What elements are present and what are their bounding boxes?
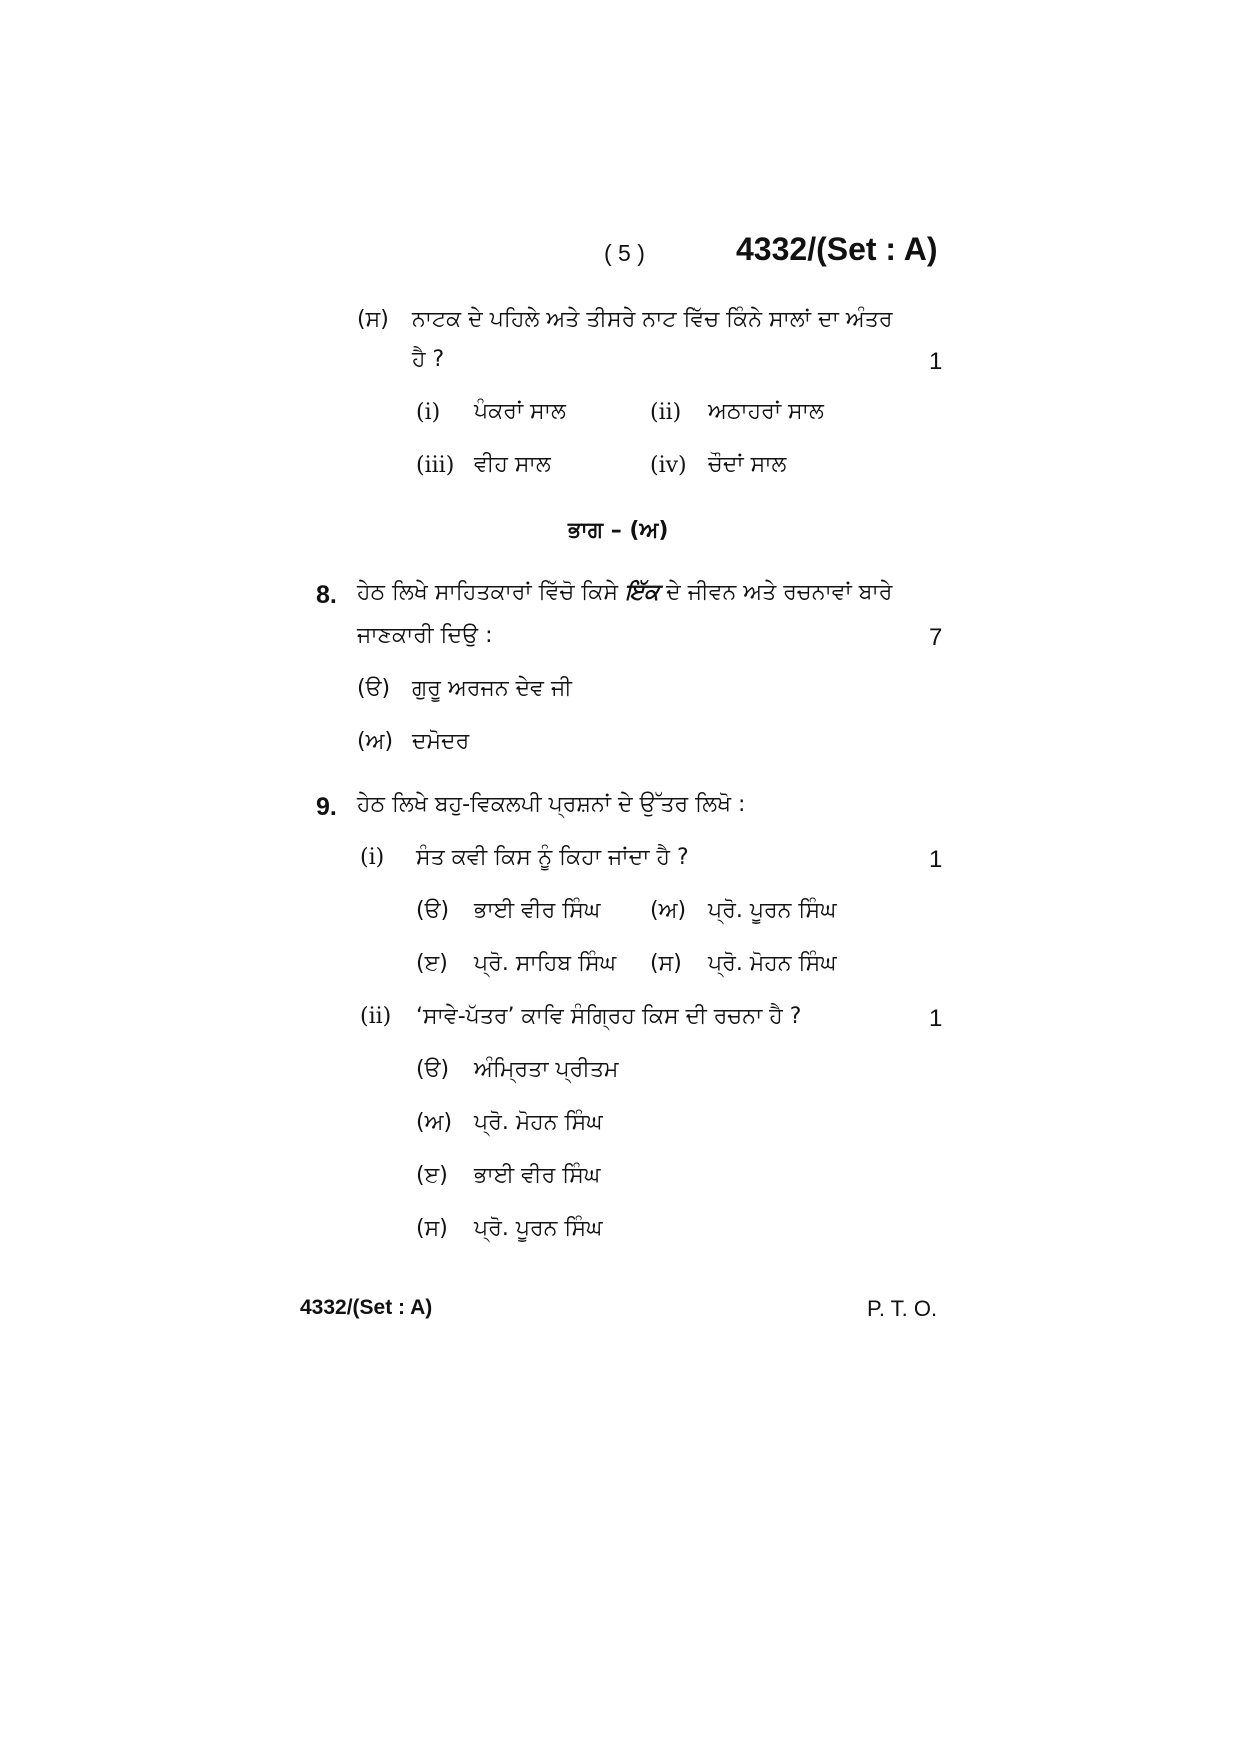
q9-sub2-option-label: (ਸ): [416, 1216, 448, 1241]
q8-option-label: (ੳ): [357, 676, 391, 701]
q9-sub2-label: (ii): [360, 1004, 392, 1029]
q9-sub1-option-text: ਭਾਈ ਵੀਰ ਸਿੰਘ: [474, 898, 601, 923]
q8-text-line1: [357, 580, 892, 605]
q8-text-after: ਦੇ ਜੀਵਨ ਅਤੇ ਰਚਨਾਵਾਂ ਬਾਰੇ: [666, 580, 893, 605]
q7s-option-text: ਅਠਾਹਰਾਂ ਸਾਲ: [708, 399, 824, 424]
q9-sub2-option-text: ਪ੍ਰੋ. ਮੋਹਨ ਸਿੰਘ: [474, 1110, 603, 1135]
q8-text-line2: ਜਾਣਕਾਰੀ ਦਿਉ :: [357, 623, 493, 648]
q9-sub2-text: ‘ਸਾਵੇ-ਪੱਤਰ’ ਕਾਵਿ ਸੰਗ੍ਰਿਹ ਕਿਸ ਦੀ ਰਚਨਾ ਹੈ ?: [416, 1004, 802, 1029]
q9-sub1-text: ਸੰਤ ਕਵੀ ਕਿਸ ਨੂੰ ਕਿਹਾ ਜਾਂਦਾ ਹੈ ?: [416, 845, 689, 870]
q7s-text-line1: ਨਾਟਕ ਦੇ ਪਹਿਲੇ ਅਤੇ ਤੀਸਰੇ ਨਾਟ ਵਿੱਚ ਕਿੰਨੇ ਸਾਲਾਂ ਦਾ ਅੰਤਰ: [412, 307, 893, 332]
q9-sub1-option-label: (ਸ): [650, 951, 682, 976]
q8-option-text: ਗੁਰੂ ਅਰਜਨ ਦੇਵ ਜੀ: [412, 676, 572, 701]
q7s-option-label: (iii): [416, 453, 455, 478]
q8-option-text: ਦਮੋਦਰ: [412, 729, 470, 754]
q8-option-label: (ਅ): [357, 729, 394, 754]
q7s-option-text: ਵੀਹ ਸਾਲ: [474, 452, 551, 477]
footer-code: 4332/(Set : A): [300, 1296, 433, 1319]
q9-sub2-option-text: ਪ੍ਰੋ. ਪੂਰਨ ਸਿੰਘ: [474, 1216, 603, 1241]
page-number: ( 5 ): [604, 240, 645, 266]
q9-sub2-marks: 1: [929, 1005, 943, 1032]
q9-sub1-option-text: ਪ੍ਰੋ. ਪੂਰਨ ਸਿੰਘ: [708, 898, 837, 923]
q9-number: 9.: [316, 793, 337, 821]
q9-sub1-option-label: (ੳ): [416, 898, 450, 923]
q7s-option-text: ਚੌਦਾਂ ਸਾਲ: [708, 452, 787, 477]
q7s-option-label: (ii): [650, 400, 682, 425]
q7s-option-label: (iv): [650, 453, 687, 478]
q8-text-before: ਹੇਠ ਲਿਖੇ ਸਾਹਿਤਕਾਰਾਂ ਵਿੱਚੋ ਕਿਸੇ: [357, 580, 619, 605]
q7s-text-line2: ਹੈ ?: [412, 347, 445, 372]
section-title: ਭਾਗ – (ਅ): [568, 518, 669, 543]
q9-sub1-label: (i): [360, 845, 385, 870]
q9-sub1-option-text: ਪ੍ਰੋ. ਮੋਹਨ ਸਿੰਘ: [708, 951, 837, 976]
footer-pto: P. T. O.: [867, 1296, 938, 1321]
q9-sub2-option-label: (ੲ): [416, 1163, 448, 1188]
q9-sub2-option-label: (ੳ): [416, 1057, 450, 1082]
q9-sub1-marks: 1: [929, 846, 943, 873]
paper-code: 4332/(Set : A): [736, 231, 938, 267]
q9-sub2-option-label: (ਅ): [416, 1110, 453, 1135]
q8-number: 8.: [316, 581, 337, 609]
q7s-option-label: (i): [416, 400, 441, 425]
q7s-label: (ਸ): [357, 307, 389, 332]
q9-sub1-option-label: (ਅ): [650, 898, 687, 923]
q7s-marks: 1: [929, 348, 943, 375]
q9-sub1-option-text: ਪ੍ਰੋ. ਸਾਹਿਬ ਸਿੰਘ: [474, 951, 617, 976]
q7s-option-text: ਪੰਕਰਾਂ ਸਾਲ: [474, 399, 566, 424]
q9-text: ਹੇਠ ਲਿਖੇ ਬਹੁ-ਵਿਕਲਪੀ ਪ੍ਰਸ਼ਨਾਂ ਦੇ ਉੱਤਰ ਲਿਖੋ :: [357, 792, 746, 817]
q9-sub2-option-text: ਭਾਈ ਵੀਰ ਸਿੰਘ: [474, 1163, 601, 1188]
q8-marks: 7: [929, 624, 943, 651]
q9-sub1-option-label: (ੲ): [416, 951, 448, 976]
q9-sub2-option-text: ਅੰਮ੍ਰਿਤਾ ਪ੍ਰੀਤਮ: [474, 1057, 619, 1082]
q8-emphasis: ਇੱਕ: [625, 580, 660, 605]
